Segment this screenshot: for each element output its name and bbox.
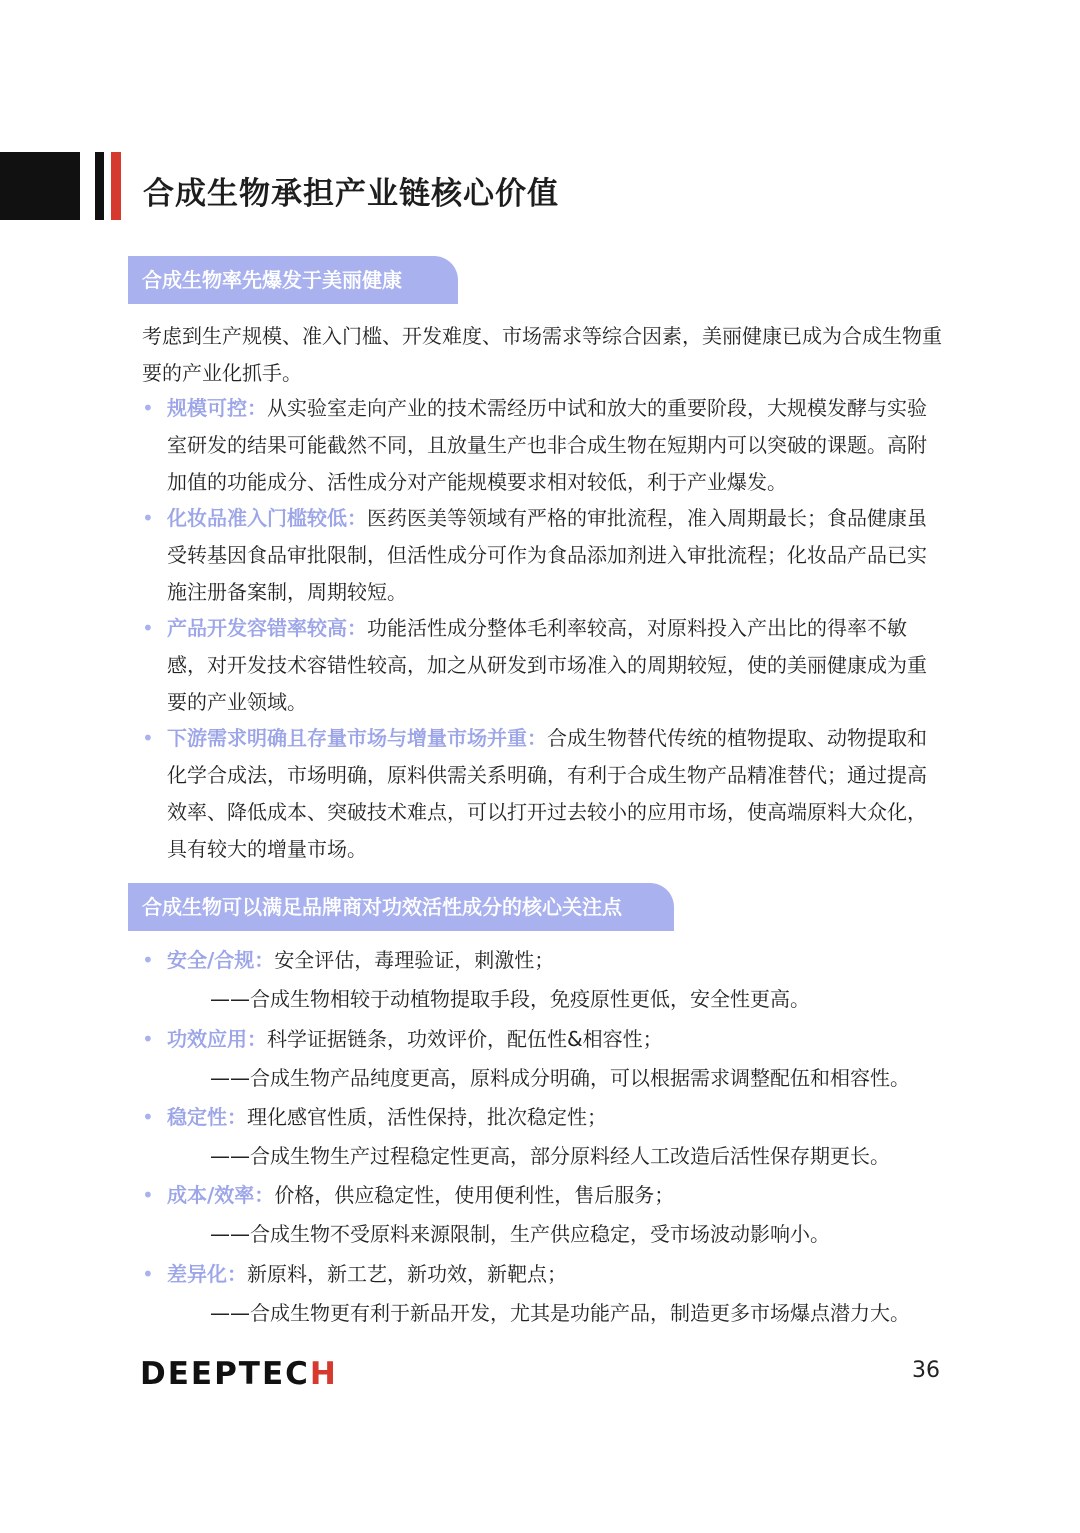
section-heading-brand-concerns: 合成生物可以满足品牌商对功效活性成分的核心关注点 — [128, 883, 674, 931]
list-item — [142, 1102, 952, 1171]
item-text: 价格，供应稳定性，使用便利性，售后服务； — [274, 1183, 675, 1207]
item-note: ——合成生物产品纯度更高，原料成分明确，可以根据需求调整配伍和相容性。 — [210, 1066, 910, 1090]
bullet-icon: • — [142, 726, 154, 750]
bullet-icon: • — [142, 1027, 154, 1051]
section-heading-beauty-health: 合成生物率先爆发于美丽健康 — [128, 256, 458, 304]
deeptech-logo — [140, 1356, 338, 1392]
item-text: 医药医美等领域有严格的审批流程，准入周期最长；食品健康虽受转基因食品审批限制，但活性成分可作为食品添加剂进入审批流程；化妆品产品已实施注册备案制，周期较短。 — [167, 506, 927, 604]
bullet-icon: • — [142, 948, 154, 972]
item-text: 从实验室走向产业的技术需经历中试和放大的重要阶段，大规模发酵与实验室研发的结果可能截然不同，且放量生产也非合成生物在短期内可以突破的课题。高附加值的功能成分、活性成分对产能规模要求相对较低，利于产业爆发。 — [167, 396, 927, 494]
page-title: 合成生物承担产业链核心价值 — [143, 176, 559, 212]
item-term: 化妆品准入门槛较低： — [167, 506, 367, 530]
bullet-icon: • — [142, 1105, 154, 1129]
logo-accent-letter: H — [309, 1356, 338, 1392]
list-item — [142, 1259, 952, 1328]
list-item — [142, 1024, 952, 1093]
item-text: 安全评估，毒理验证，刺激性； — [274, 948, 555, 972]
list-item — [142, 1180, 952, 1249]
item-text: 新原料，新工艺，新功效，新靶点； — [247, 1262, 567, 1286]
item-text: 科学证据链条，功效评价，配伍性&相容性； — [267, 1027, 663, 1051]
item-text: 合成生物替代传统的植物提取、动物提取和化学合成法，市场明确，原料供需关系明确，有利于合成生物产品精准替代；通过提高效率、降低成本、突破技术难点，可以打开过去较小的应用市场，使高端原料大众化，具有较大的增量市场。 — [167, 726, 927, 861]
item-term: 成本/效率： — [167, 1183, 275, 1207]
bullet-icon: • — [142, 1262, 154, 1286]
item-term: 功效应用： — [167, 1027, 267, 1051]
list-item — [142, 610, 942, 721]
header-black-bar — [95, 152, 104, 220]
item-text: 功能活性成分整体毛利率较高，对原料投入产出比的得率不敏感，对开发技术容错性较高，加之从研发到市场准入的周期较短，使的美丽健康成为重要的产业领域。 — [167, 616, 927, 714]
item-text: 理化感官性质，活性保持，批次稳定性； — [247, 1105, 607, 1129]
item-note: ——合成生物不受原料来源限制，生产供应稳定，受市场波动影响小。 — [210, 1222, 830, 1246]
logo-text: DEEPTEC — [140, 1356, 310, 1392]
header-black-block — [0, 152, 80, 220]
list-item — [142, 390, 942, 501]
bullet-icon: • — [142, 616, 154, 640]
item-term: 安全/合规： — [167, 948, 275, 972]
list-item — [142, 720, 942, 868]
list-item — [142, 500, 942, 611]
header-red-bar — [111, 152, 121, 220]
item-term: 产品开发容错率较高： — [167, 616, 367, 640]
item-term: 规模可控： — [167, 396, 267, 420]
item-note: ——合成生物更有利于新品开发，尤其是功能产品，制造更多市场爆点潜力大。 — [210, 1301, 910, 1325]
bullet-icon: • — [142, 1183, 154, 1207]
item-term: 稳定性： — [167, 1105, 247, 1129]
bullet-icon: • — [142, 506, 154, 530]
bullet-icon: • — [142, 396, 154, 420]
item-note: ——合成生物生产过程稳定性更高，部分原料经人工改造后活性保存期更长。 — [210, 1144, 890, 1168]
item-note: ——合成生物相较于动植物提取手段，免疫原性更低，安全性更高。 — [210, 987, 810, 1011]
page-number: 36 — [912, 1358, 940, 1383]
item-term: 差异化： — [167, 1262, 247, 1286]
list-item — [142, 945, 952, 1014]
section1-intro: 考虑到生产规模、准入门槛、开发难度、市场需求等综合因素，美丽健康已成为合成生物重要的产业化抓手。 — [142, 324, 942, 385]
item-term: 下游需求明确且存量市场与增量市场并重： — [167, 726, 547, 750]
